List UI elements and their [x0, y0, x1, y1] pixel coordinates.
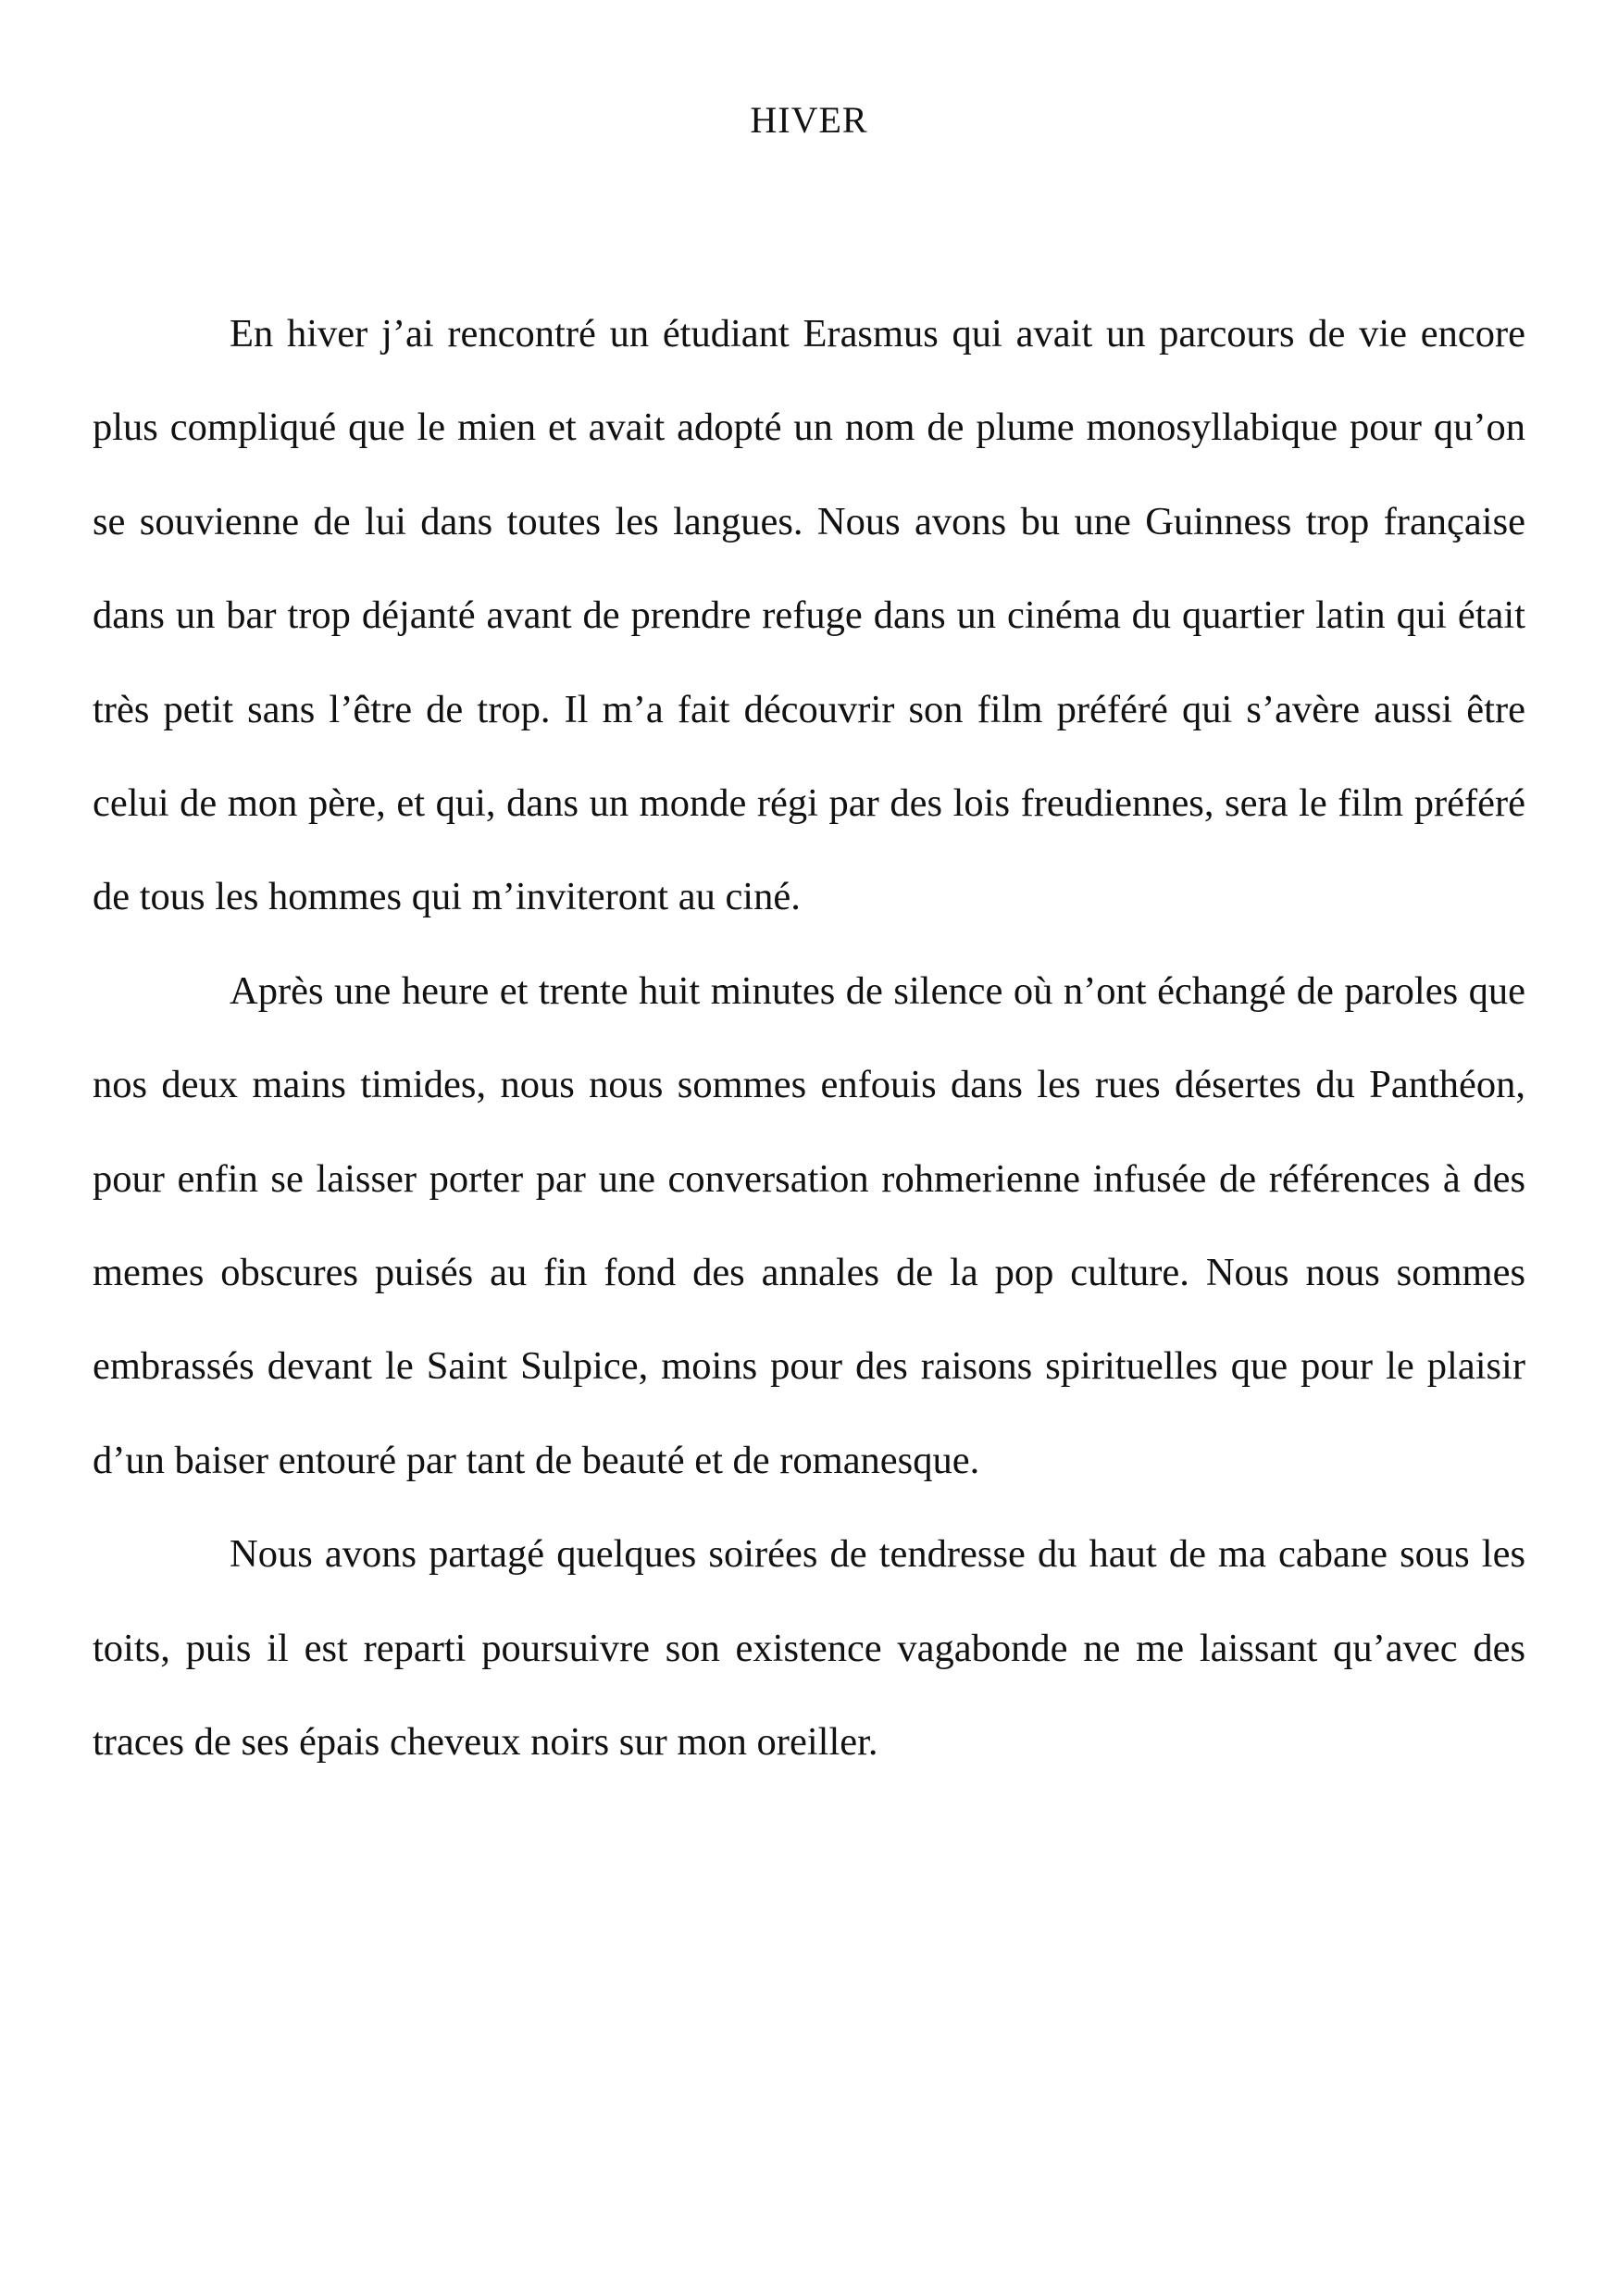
body-text — [93, 287, 1525, 1790]
page-title: HIVER — [750, 99, 868, 141]
paragraph-3: Nous avons partagé quelques soirées de tendresse du haut de ma cabane sous les toits, puis il est reparti poursuivre son existence vagabonde ne me laissant qu’avec des traces de ses épais cheveux noirs sur mon oreiller. — [93, 1532, 1525, 1765]
paragraph-1: En hiver j’ai rencontré un étudiant Erasmus qui avait un parcours de vie encore plus compliqué que le mien et avait adopté un nom de plume monosyllabique pour qu’on se souvienne de lui dans toutes les langues. Nous avons bu une Guinness trop française dans un bar trop déjanté avant de prendre refuge dans un cinéma du quartier latin qui était très petit sans l’être de trop. Il m’a fait découvrir son film préféré qui s’avère aussi être celui de mon père, et qui, dans un monde régi par des lois freudiennes, sera le film préféré de tous les hommes qui m’inviteront au ciné. — [93, 312, 1525, 919]
paragraph-2: Après une heure et trente huit minutes de silence où n’ont échangé de paroles que nos deux mains timides, nous nous sommes enfouis dans les rues désertes du Panthéon, pour enfin se laisser porter par une conversation rohmerienne infusée de références à des memes obscures puisés au fin fond des annales de la pop culture. Nous nous sommes embrassés devant le Saint Sulpice, moins pour des raisons spirituelles que pour le plaisir d’un baiser entouré par tant de beauté et de romanesque. — [93, 968, 1525, 1482]
